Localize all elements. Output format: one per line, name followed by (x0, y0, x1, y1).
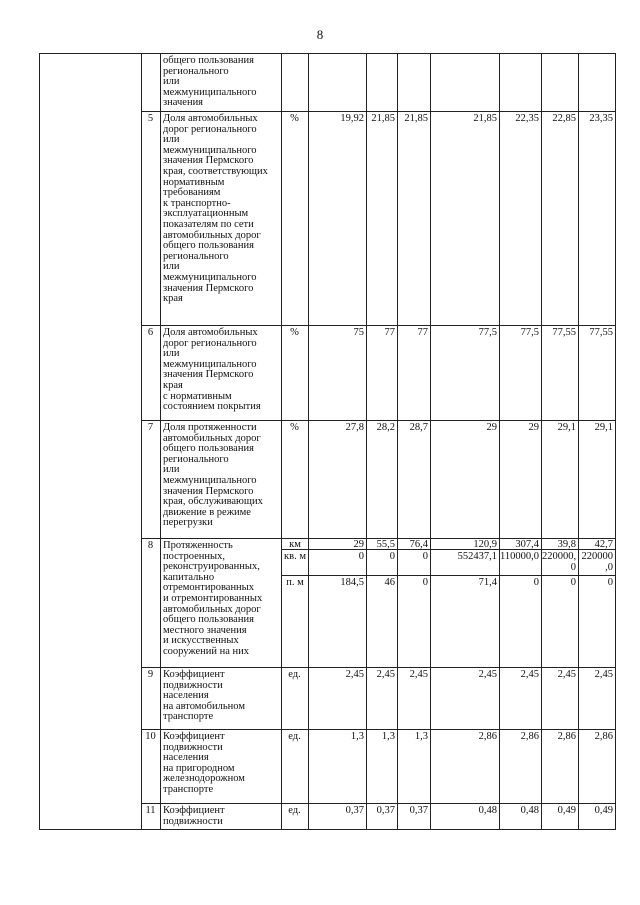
column-rule (39, 53, 40, 829)
value-cell: 29 (486, 422, 497, 433)
row-number: 9 (147, 669, 154, 680)
value-cell: 77,5 (520, 327, 539, 338)
value-cell: 27,8 (345, 422, 364, 433)
value-cell: 23,35 (589, 113, 613, 124)
column-rule (281, 53, 282, 829)
value-cell: 110000,0 (500, 551, 539, 562)
value-cell: 29 (528, 422, 539, 433)
value-cell: 76,4 (409, 539, 428, 550)
row-rule (141, 803, 616, 804)
value-cell: 0 (533, 577, 539, 588)
value-cell: 0,49 (594, 805, 613, 816)
value-cell: 0,48 (478, 805, 497, 816)
value-cell: 0,37 (409, 805, 428, 816)
value-cell: 0 (570, 577, 576, 588)
value-cell: 0,49 (557, 805, 576, 816)
value-cell: 552437,1 (457, 551, 497, 562)
column-rule (141, 53, 142, 829)
column-rule (366, 53, 367, 829)
indicator-name: Коэффициент подвижности населения на пригородном железнодорожном транспорте (163, 731, 245, 795)
value-cell: 0,37 (345, 805, 364, 816)
value-cell: 21,85 (404, 113, 428, 124)
unit-cell: % (290, 422, 299, 433)
value-cell: 22,35 (515, 113, 539, 124)
column-rule (541, 53, 542, 829)
value-cell: 29,1 (557, 422, 576, 433)
row-number: 11 (145, 805, 156, 816)
column-rule (499, 53, 500, 829)
value-cell: 2,86 (594, 731, 613, 742)
value-cell: 1,3 (381, 731, 395, 742)
column-rule (430, 53, 431, 829)
value-cell: 77 (384, 327, 395, 338)
column-rule (615, 53, 616, 829)
indicator-name: Доля автомобильных дорог регионального или межмуниципального значения Пермского края с нормативным состоянием покрытия (163, 327, 261, 413)
value-cell: 42,7 (594, 539, 613, 550)
value-cell: 29 (353, 539, 364, 550)
value-cell: 22,85 (552, 113, 576, 124)
value-cell: 0 (607, 577, 613, 588)
unit-cell: ед. (288, 669, 301, 680)
value-cell: 77,55 (552, 327, 576, 338)
unit-cell: ед. (288, 731, 301, 742)
value-cell: 184,5 (340, 577, 364, 588)
row-number: 5 (147, 113, 154, 124)
indicator-name: Коэффициент подвижности (163, 805, 225, 827)
subrow-rule (281, 575, 616, 576)
value-cell: 0,48 (520, 805, 539, 816)
value-cell: 55,5 (376, 539, 395, 550)
value-cell: 2,45 (478, 669, 497, 680)
value-cell: 2,45 (557, 669, 576, 680)
row-number: 6 (147, 327, 154, 338)
indicator-name: общего пользования регионального или межмуниципального значения (163, 55, 257, 109)
row-rule (39, 829, 616, 830)
value-cell: 220000, 0 (542, 551, 577, 573)
value-cell: 1,3 (350, 731, 364, 742)
value-cell: 46 (384, 577, 395, 588)
value-cell: 0 (358, 551, 364, 562)
unit-cell: % (290, 327, 299, 338)
value-cell: 21,85 (473, 113, 497, 124)
value-cell: 21,85 (371, 113, 395, 124)
indicator-name: Протяженность построенных, реконструированных, капитально отремонтированных и отремонтированных автомобильных дорог общего пользования местного значения и искусственных сооружений на них (163, 540, 263, 657)
value-cell: 71,4 (478, 577, 497, 588)
value-cell: 2,45 (345, 669, 364, 680)
column-rule (308, 53, 309, 829)
value-cell: 77,5 (478, 327, 497, 338)
value-cell: 220000 ,0 (581, 551, 613, 573)
value-cell: 77 (417, 327, 428, 338)
row-rule (141, 325, 616, 326)
value-cell: 2,45 (594, 669, 613, 680)
page-number: 8 (316, 27, 324, 42)
indicator-name: Коэффициент подвижности населения на автомобильном транспорте (163, 669, 245, 723)
value-cell: 2,45 (376, 669, 395, 680)
column-rule (160, 53, 161, 829)
row-rule (141, 667, 616, 668)
unit-cell: кв. м (284, 551, 306, 562)
value-cell: 28,2 (376, 422, 395, 433)
value-cell: 1,3 (414, 731, 428, 742)
value-cell: 0 (422, 551, 428, 562)
column-rule (397, 53, 398, 829)
value-cell: 2,86 (478, 731, 497, 742)
value-cell: 0,37 (376, 805, 395, 816)
value-cell: 39,8 (557, 539, 576, 550)
indicator-name: Доля автомобильных дорог регионального или межмуниципального значения Пермского края, соответствующих нормативным требованиям к транспортно- эксплуатационным показателям по сети автомобильных дорог общего пользования регионального или межмуниципального значения Пермского края (163, 113, 268, 305)
value-cell: 29,1 (594, 422, 613, 433)
unit-cell: км (289, 539, 301, 550)
value-cell: 2,86 (557, 731, 576, 742)
column-rule (578, 53, 579, 829)
row-rule (141, 729, 616, 730)
row-number: 7 (147, 422, 154, 433)
value-cell: 0 (422, 577, 428, 588)
value-cell: 2,45 (520, 669, 539, 680)
value-cell: 120,9 (473, 539, 497, 550)
row-rule (141, 111, 616, 112)
value-cell: 19,92 (340, 113, 364, 124)
row-number: 10 (145, 731, 156, 742)
value-cell: 28,7 (409, 422, 428, 433)
value-cell: 307,4 (515, 539, 539, 550)
unit-cell: ед. (288, 805, 301, 816)
row-number: 8 (147, 540, 154, 551)
unit-cell: % (290, 113, 299, 124)
value-cell: 77,55 (589, 327, 613, 338)
unit-cell: п. м (286, 577, 304, 588)
row-rule (39, 53, 616, 54)
indicator-name: Доля протяженности автомобильных дорог общего пользования регионального или межмуниципального значения Пермского края, обслуживающих движение в режиме перегрузки (163, 422, 263, 529)
value-cell: 0 (389, 551, 395, 562)
value-cell: 2,86 (520, 731, 539, 742)
value-cell: 2,45 (409, 669, 428, 680)
value-cell: 75 (353, 327, 364, 338)
row-rule (141, 420, 616, 421)
